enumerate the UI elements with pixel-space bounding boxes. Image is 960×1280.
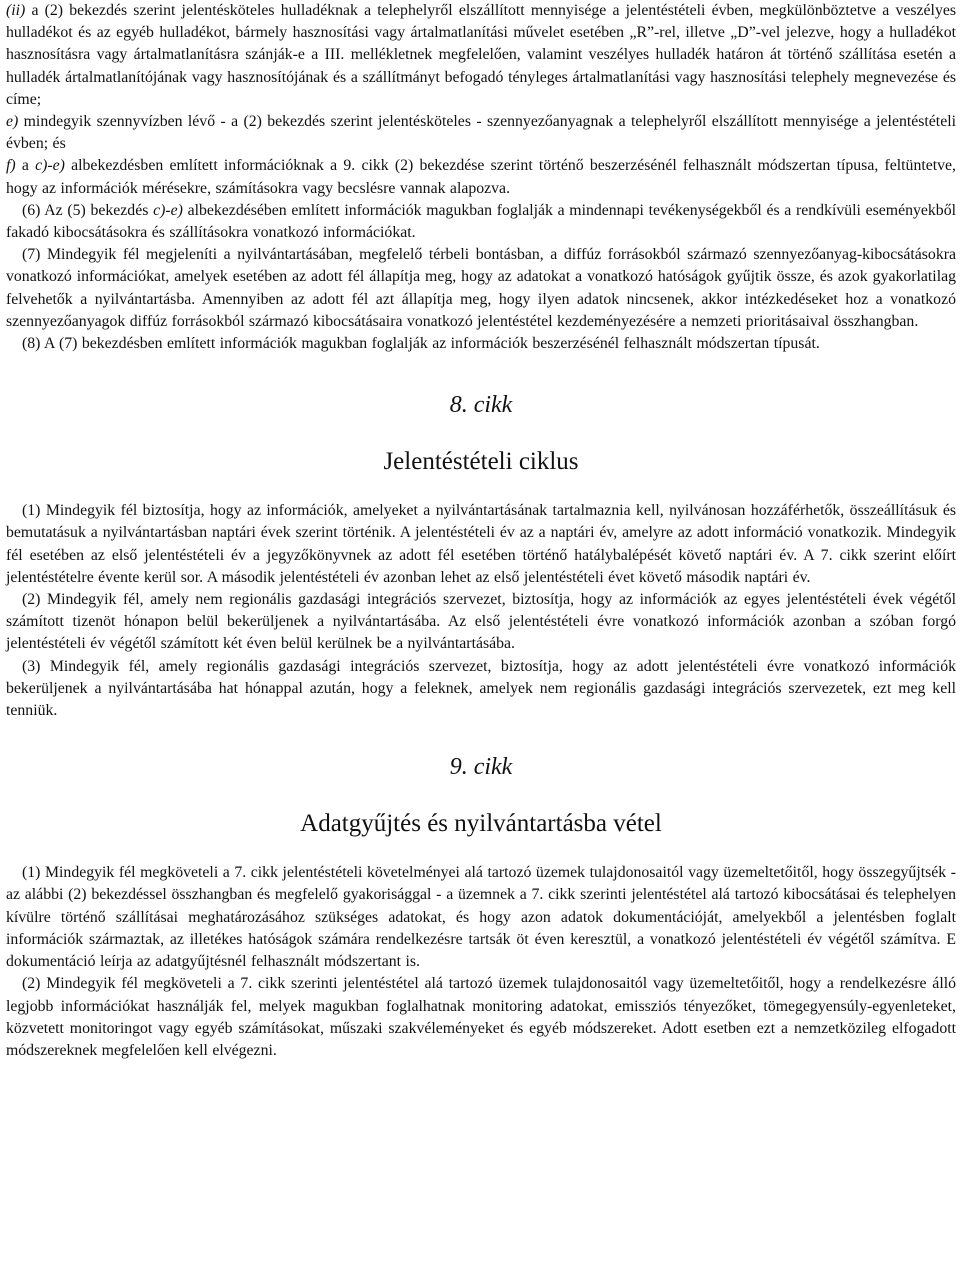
list-marker: e) [6, 113, 19, 131]
article9-paragraph-1: (1) Mindegyik fél megköveteli a 7. cikk jelentéstételi követelményei alá tartozó üzemek tulajdonosaitól vagy üzemeltetőitől, hogy összegyűjtsék - az alábbi (2) bekezdéssel összhangban és megfelelő gyakorisággal - a üzemnek a 7. cikk szerinti jelentéstétel alá tartozó kibocsátásai és telephelyen kívülre történő szállításai meghatározásához szükséges adatokat, és hogy azon adatok dokumentációját, amelyekből a jelentésben foglalt információk származtak, az illetékes hatóságok számára rendelkezésre tartsák öt éven keresztül, a vonatkozó jelentéstételi év végétől számítva. E dokumentáció leírja az adatgyűjtésnél felhasznált módszertant is. [6, 864, 956, 971]
article-title: Adatgyűjtés és nyilvántartásba vétel [300, 810, 662, 838]
article-title: Jelentéstételi ciklus [383, 448, 579, 476]
paragraph-e [6, 111, 956, 155]
article-number: 8. cikk [449, 392, 513, 419]
paragraph-7: (7) Mindegyik fél megjeleníti a nyilvántartásában, megfelelő térbeli bontásban, a diffúz forrásokból származó szennyezőanyag-kibocsátásokra vonatkozó információkat, amelyek esetében az adott fél állapítja meg, hogy az adatokat a vonatkozó hatóságok gyűjtik össze, és azok gyakorlatilag felvehetők a nyilvántartásba. Amennyiben az adott fél azt állapítja meg, hogy ilyen adatok nincsenek, akkor intézkedéseket hoz a vonatkozó szennyezőanyagok diffúz forrásokból származó kibocsátásaira vonatkozó jelentéstétel kezdeményezésére a nemzeti prioritásaival összhangban. [6, 246, 956, 330]
paragraph-text: albekezdésben említett információknak a 9. cikk (2) bekezdése szerint történő beszerzésénél felhasznált módszertan típusa, feltüntetve, hogy az információk mérésekre, számításokra vagy becslésre vannak alapozva. [6, 157, 956, 197]
paragraph-8: (8) A (7) bekezdésben említett információk magukban foglalják az információk beszerzésénél felhasznált módszertan típusát. [22, 335, 820, 353]
paragraph-text: mindegyik szennyvízben lévő - a (2) bekezdés szerint jelentésköteles - szennyezőanyagnak a telephelyről elszállított mennyisége a jelentéstételi évben; és [6, 113, 956, 153]
article8-paragraph-3: (3) Mindegyik fél, amely regionális gazdasági integrációs szervezet, biztosítja, hogy az adott jelentéstételi évre vonatkozó információk bekerüljenek a nyilvántartásába hat hónappal azután, hogy a feleknek, amelyek nem regionális gazdasági integrációs szervezetek, ezt meg kell tenniük. [6, 657, 956, 720]
cross-reference: c)-e) [35, 157, 65, 175]
paragraph-text: a (2) bekezdés szerint jelentésköteles hulladéknak a telephelyről elszállított mennyisége a jelentéstételi évben, megkülönböztetve a veszélyes hulladékot és az egyéb hulladékot, bármely hasznosítási vagy ártalmatlanítási művelet esetében „R”-rel, illetve „D”-vel jelezve, hogy a hulladékot hasznosításra vagy ártalmatlanításra szánják-e a III. mellékletnek megfelelően, valamint veszélyes hulladék határon át történő szállítása esetén a hulladék ártalmatlanítójának vagy hasznosítójának és a szállítmányt befogadó tényleges ártalmatlanítási vagy hasznosítási telephely megnevezése és címe; [6, 2, 956, 108]
article8-paragraph-2: (2) Mindegyik fél, amely nem regionális gazdasági integrációs szervezet, biztosítja, hogy az információk az egyes jelentéstételi évek végétől számított tizenöt hónapon belül bekerüljenek a nyilvántartásába. Az első jelentéstételi évre vonatkozó információk azonban a szóban forgó jelentéstételi év végétől számított két éven belül kerülnek be a nyilvántartásába. [6, 591, 956, 653]
paragraph-f [6, 155, 956, 199]
paragraph-text-pre: (6) Az (5) bekezdés [22, 201, 154, 219]
article8-paragraph-1: (1) Mindegyik fél biztosítja, hogy az információk, amelyeket a nyilvántartásának tartalmaznia kell, nyilvánosan hozzáférhetők, összeállításuk és bemutatásuk a nyilvántartásban naptári évek szerint történik. A jelentéstételi év az a naptári év, amelyre az adott információ vonatkozik. Mindegyik fél esetében az első jelentéstételi év a jegyzőkönyvnek az adott fél esetében történő hatálybalépését követő naptári év. A 7. cikk szerint előírt jelentéstételre évente kerül sor. A második jelentéstételi év azonban lehet az első jelentéstételi évet követő második naptári év. [6, 502, 956, 586]
article9-paragraph-2: (2) Mindegyik fél megköveteli a 7. cikk szerinti jelentéstétel alá tartozó üzemek tulajdonosaitól vagy üzemeltetőitől, hogy a rendelkezésre álló legjobb információkat használják fel, melyek magukban foglalhatnak monitoring adatokat, emissziós tényezőket, tömegegyensúly-egyenleteket, közvetett monitoringot vagy egyéb számításokat, műszaki szakvéleményeket és egyéb módszereket. Adott esetben ezt a nemzetközileg elfogadott módszereknek megfelelően kell elvégezni. [6, 975, 956, 1059]
cross-reference: c)-e) [153, 201, 183, 219]
article-number: 9. cikk [449, 754, 513, 781]
list-marker: (ii) [6, 2, 26, 19]
paragraph-ii [6, 0, 956, 111]
paragraph-text: albekezdésében említett információk magukban foglalják a mindennapi tevékenységekből és a rendkívüli eseményekből fakadó kibocsátásokra és szállításokra vonatkozó információkat. [6, 201, 956, 242]
list-marker: f) [6, 157, 16, 175]
paragraph-text-pre: a [15, 157, 36, 175]
paragraph-6 [6, 200, 956, 244]
document-page [6, 0, 956, 1062]
